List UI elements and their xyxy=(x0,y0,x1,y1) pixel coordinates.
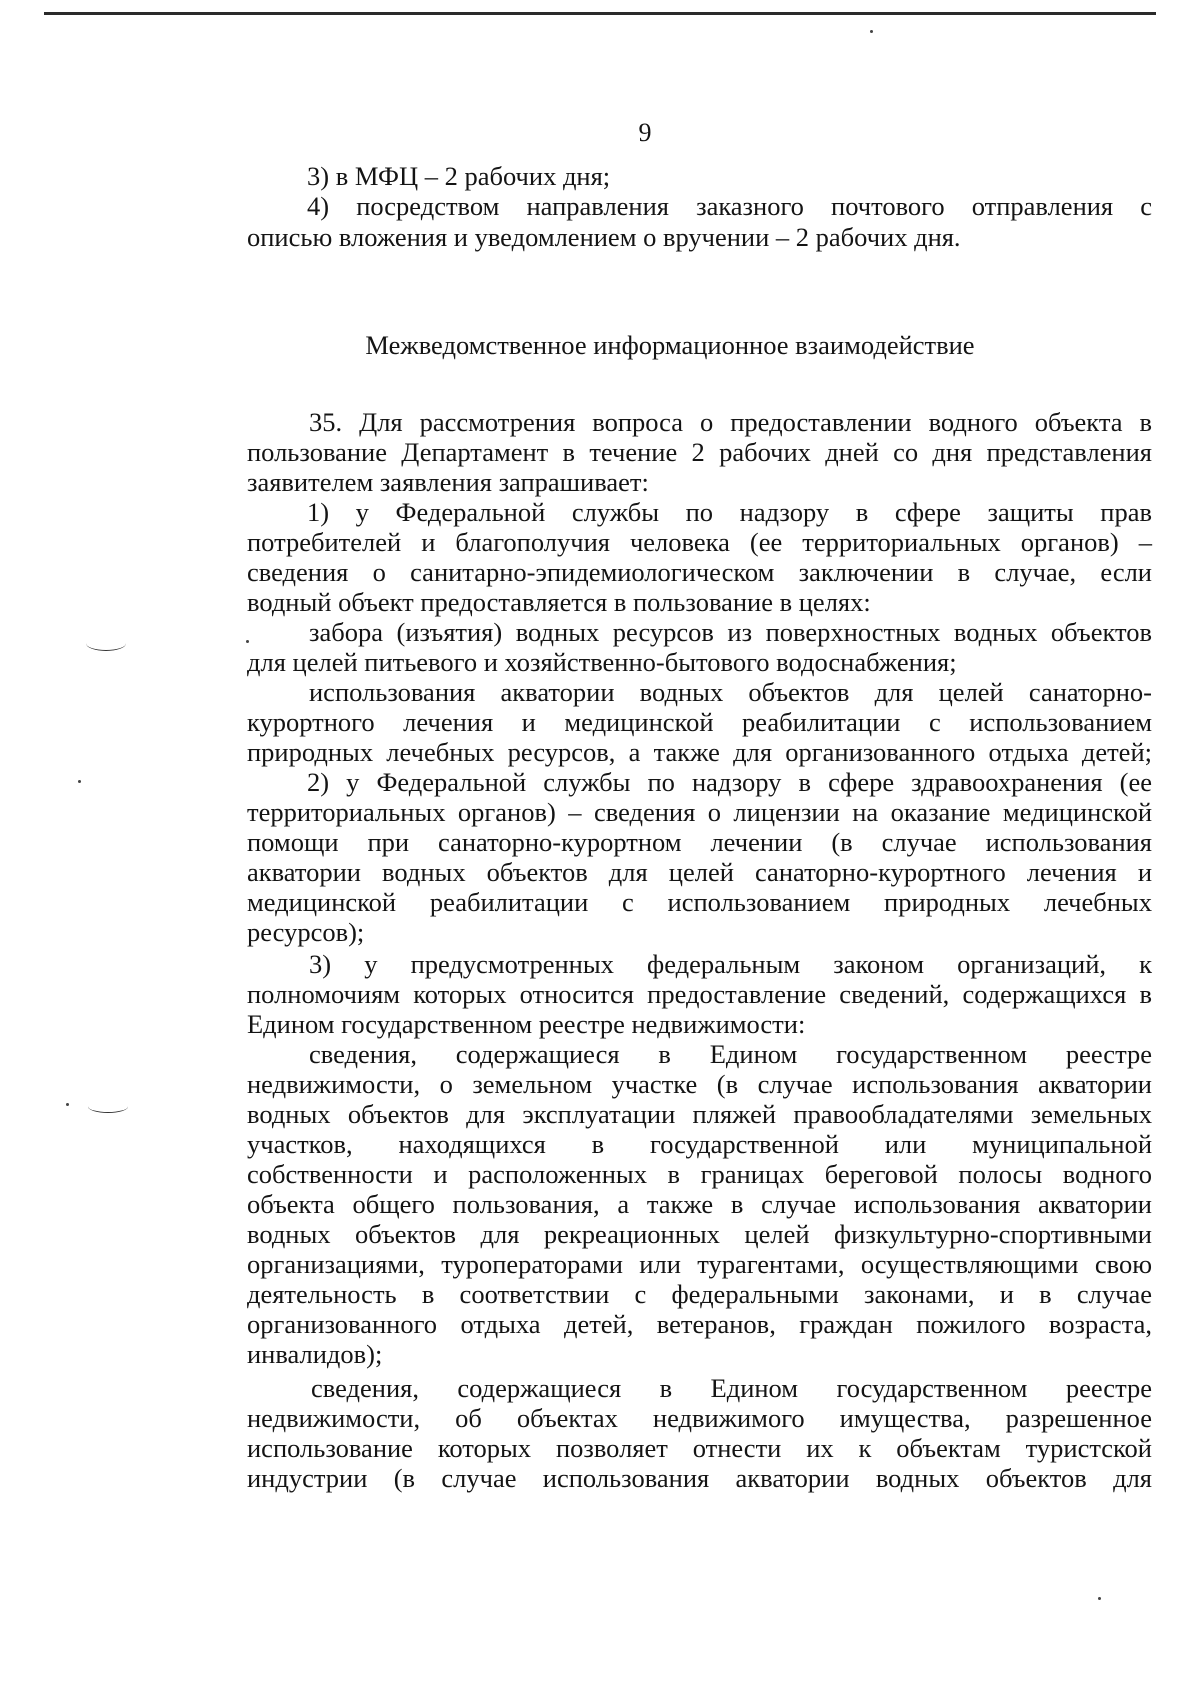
text-line: забора (изъятия) водных ресурсов из поверхностных водных объектов xyxy=(309,617,1152,647)
text-line: участков, находящихся в государственной или муниципальной xyxy=(247,1129,1152,1159)
text-line: недвижимости, о земельном участке (в случае использования акватории xyxy=(247,1069,1152,1099)
text-line: медицинской реабилитации с использованием природных лечебных xyxy=(247,887,1152,917)
text-line: для целей питьевого и хозяйственно-бытового водоснабжения; xyxy=(247,647,957,677)
text-line: пользование Департамент в течение 2 рабочих дней со дня представления xyxy=(247,437,1152,467)
text-line: заявителем заявления запрашивает: xyxy=(247,467,649,497)
text-line: территориальных органов) – сведения о лицензии на оказание медицинской xyxy=(247,797,1152,827)
text-line: 3) в МФЦ – 2 рабочих дня; xyxy=(307,161,611,191)
text-line: объекта общего пользования, а также в случае использования акватории xyxy=(247,1189,1152,1219)
text-line: описью вложения и уведомлением о вручении – 2 рабочих дня. xyxy=(247,222,961,252)
text-line: организованного отдыха детей, ветеранов, граждан пожилого возраста, xyxy=(247,1309,1152,1339)
text-line: водных объектов для рекреационных целей физкультурно-спортивными xyxy=(247,1219,1152,1249)
scan-speck xyxy=(246,640,249,643)
scan-speck xyxy=(1098,1597,1101,1600)
text-line: курортного лечения и медицинской реабилитации с использованием xyxy=(247,707,1152,737)
text-line: 1) у Федеральной службы по надзору в сфере защиты прав xyxy=(307,497,1152,527)
text-line: полномочиям которых относится предоставление сведений, содержащихся в xyxy=(247,979,1152,1009)
text-line: инвалидов); xyxy=(247,1339,383,1369)
text-line: 3) у предусмотренных федеральным законом организаций, к xyxy=(309,949,1152,979)
text-line: 4) посредством направления заказного почтового отправления с xyxy=(307,191,1152,221)
text-line: помощи при санаторно-курортном лечении (в случае использования xyxy=(247,827,1152,857)
text-line: использования акватории водных объектов для целей санаторно- xyxy=(309,677,1152,707)
text-line: водных объектов для эксплуатации пляжей правообладателями земельных xyxy=(247,1099,1152,1129)
text-line: 2) у Федеральной службы по надзору в сфере здравоохранения (ее xyxy=(307,767,1152,797)
text-line: Едином государственном реестре недвижимости: xyxy=(247,1009,806,1039)
page-number: 9 xyxy=(638,118,652,147)
text-line: организациями, туроператорами или турагентами, осуществляющими свою xyxy=(247,1249,1152,1279)
text-line: индустрии (в случае использования акватории водных объектов для xyxy=(247,1463,1152,1493)
text-line: 35. Для рассмотрения вопроса о предоставлении водного объекта в xyxy=(309,407,1152,437)
text-line: сведения о санитарно-эпидемиологическом заключении в случае, если xyxy=(247,557,1152,587)
text-line: сведения, содержащиеся в Едином государственном реестре xyxy=(309,1039,1152,1069)
text-line: деятельность в соответствии с федеральными законами, и в случае xyxy=(247,1279,1152,1309)
scan-speck xyxy=(78,780,81,783)
text-line: ресурсов); xyxy=(247,917,365,947)
scan-speck xyxy=(870,30,873,33)
text-line: сведения, содержащиеся в Едином государственном реестре xyxy=(311,1373,1152,1403)
scan-speck xyxy=(66,1103,69,1106)
text-line: акватории водных объектов для целей санаторно-курортного лечения и xyxy=(247,857,1152,887)
text-line: потребителей и благополучия человека (ее территориальных органов) – xyxy=(247,527,1152,557)
text-line: недвижимости, об объектах недвижимого имущества, разрешенное xyxy=(247,1403,1152,1433)
top-rule xyxy=(44,12,1156,15)
text-line: природных лечебных ресурсов, а также для организованного отдыха детей; xyxy=(247,737,1152,767)
scan-mark xyxy=(86,636,126,651)
scan-mark xyxy=(88,1100,128,1113)
text-line: собственности и расположенных в границах береговой полосы водного xyxy=(247,1159,1152,1189)
text-line: водный объект предоставляется в пользование в целях: xyxy=(247,587,871,617)
section-heading: Межведомственное информационное взаимодействие xyxy=(365,330,975,360)
text-line: использование которых позволяет отнести их к объектам туристской xyxy=(247,1433,1152,1463)
